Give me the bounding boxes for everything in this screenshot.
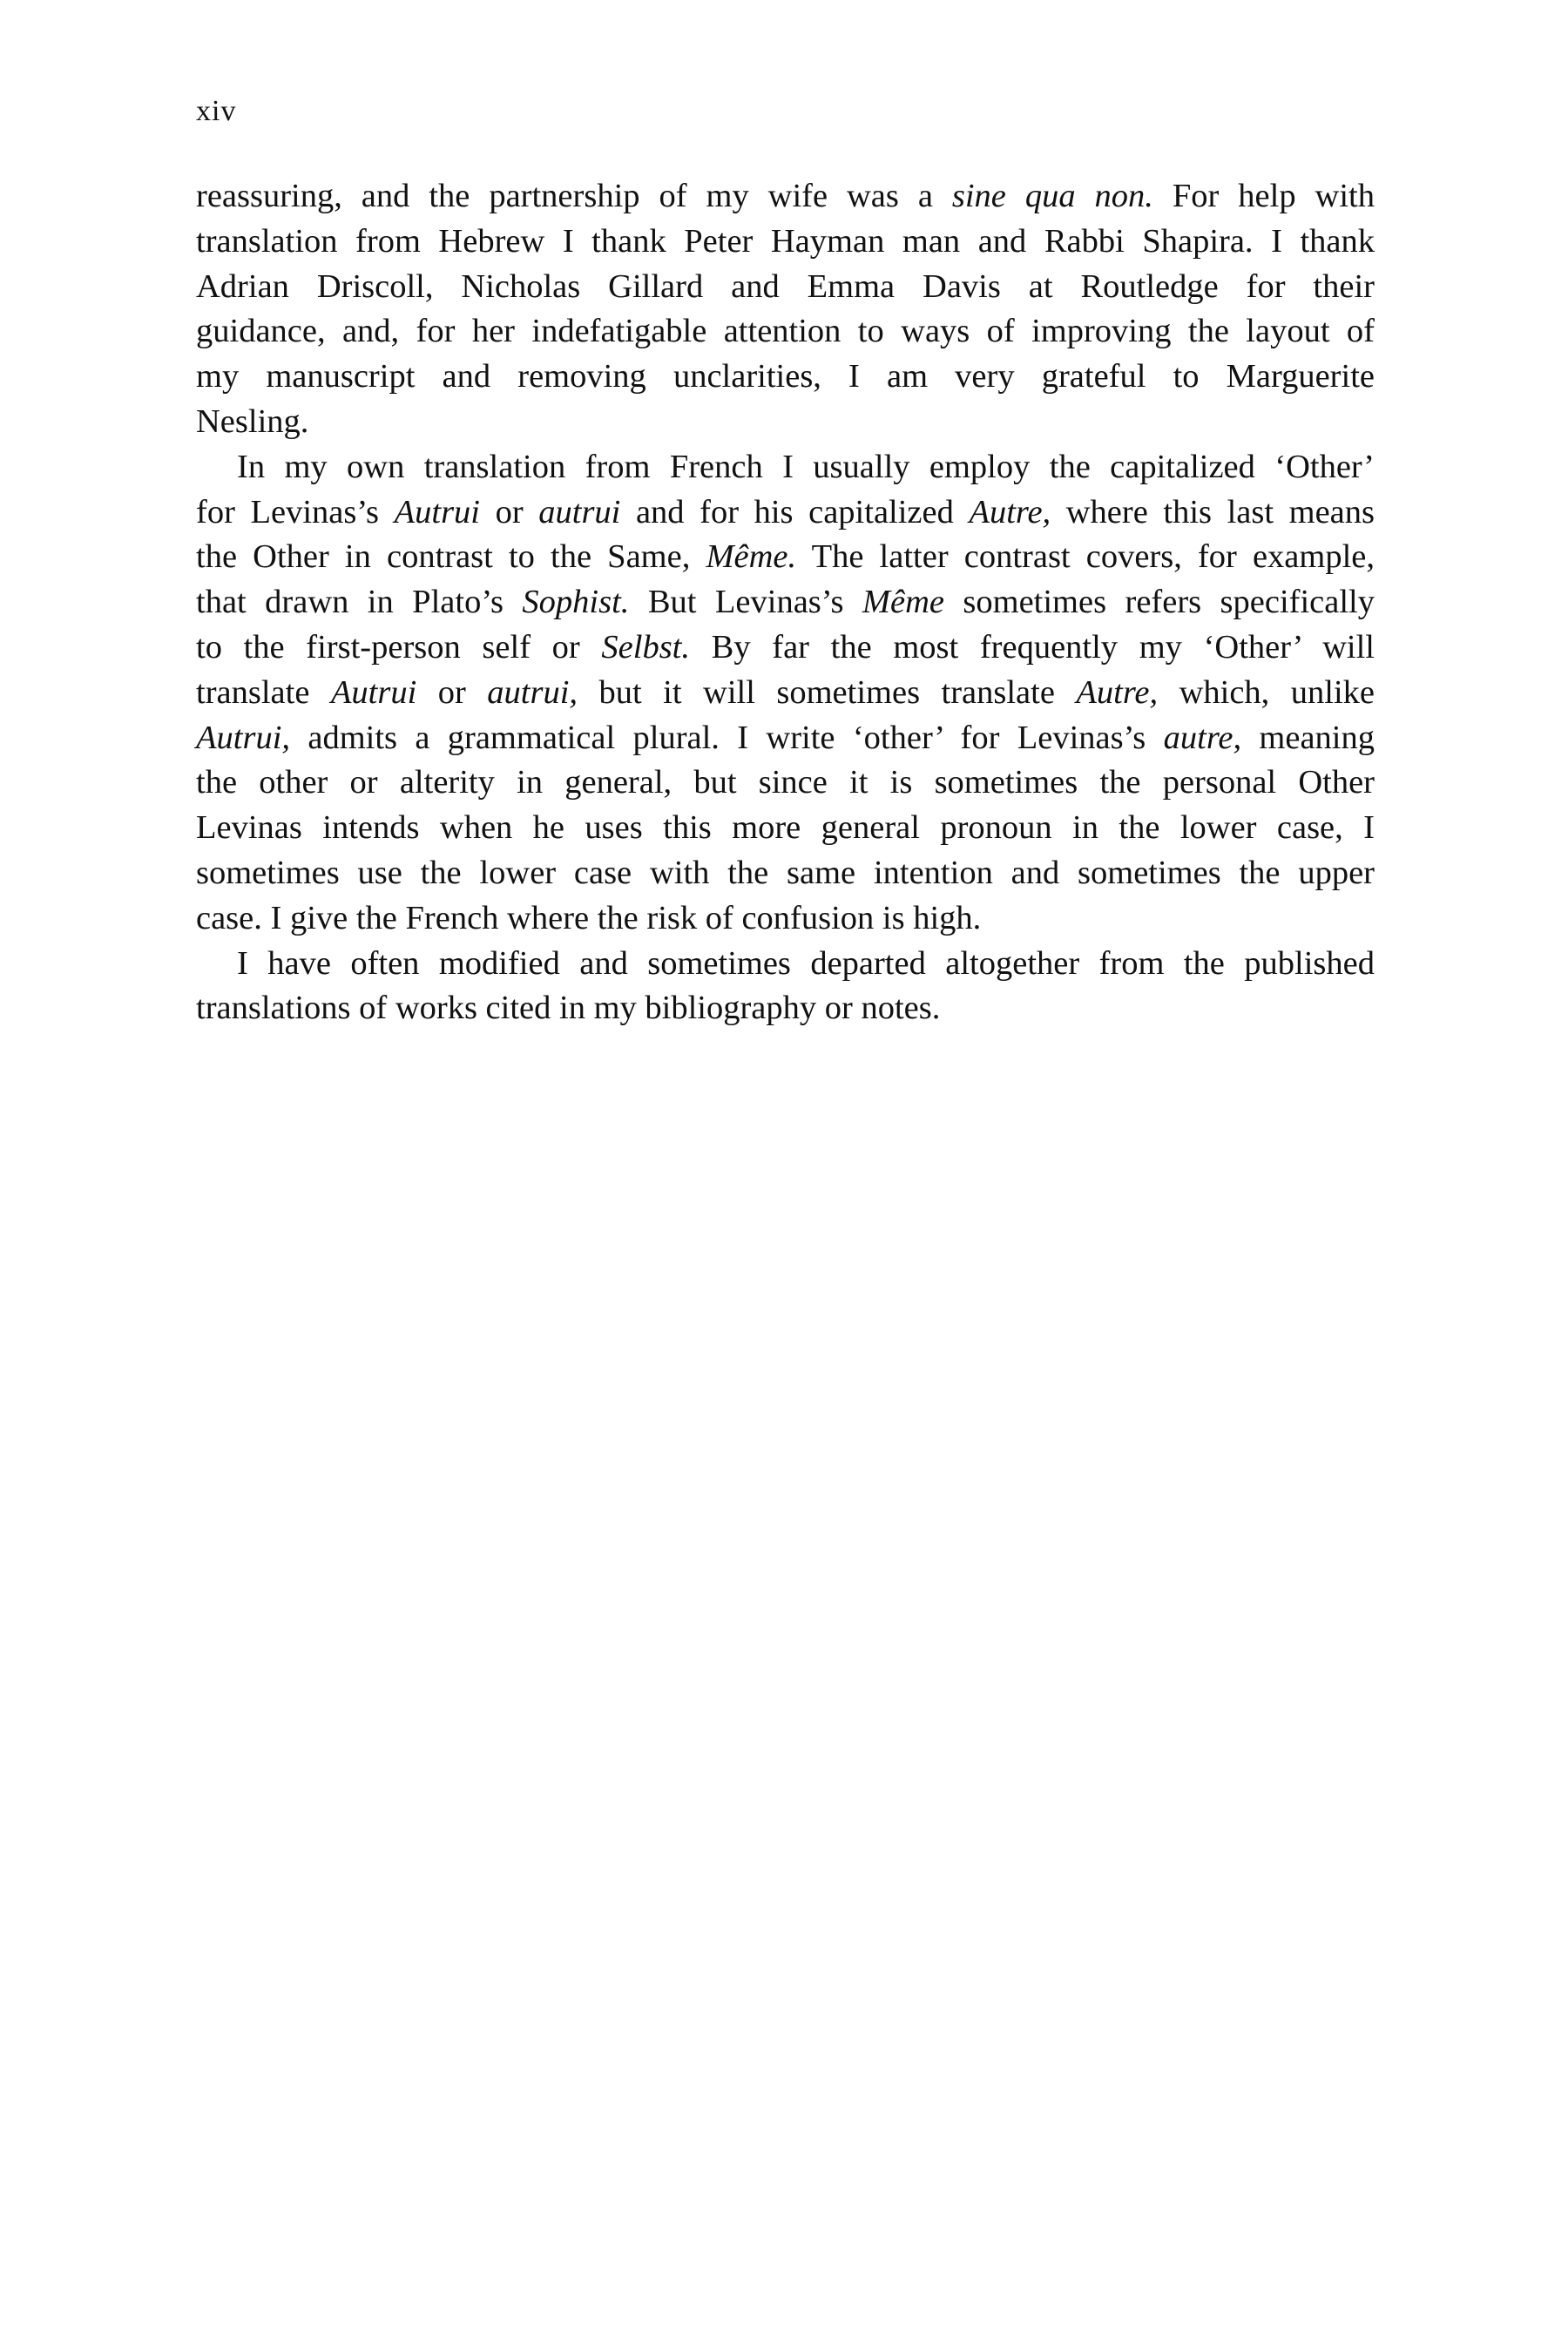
text-run: but it will sometimes translate (578, 673, 1077, 711)
text-line (196, 265, 1375, 310)
italic-term: autrui, (487, 673, 578, 711)
text-run: meaning (1241, 719, 1375, 756)
text-run: sometimes use the lower case with the same intention and sometimes the upper (196, 854, 1375, 891)
text-run: translations of works cited in my bibliography or notes. (196, 990, 941, 1027)
italic-term: Selbst. (601, 628, 690, 666)
text-run: For help with (1152, 178, 1375, 214)
text-line (196, 400, 1375, 445)
text-run: the other or alterity in general, but since it is sometimes the personal Other (196, 764, 1375, 801)
text-run: the Other in contrast to the Same, (196, 538, 706, 576)
text-run: In my own translation from French I usually employ the capitalized ‘Other’ (237, 448, 1375, 485)
text-run: translate (196, 673, 331, 711)
text-line (196, 851, 1375, 896)
page-number: xiv (196, 95, 237, 127)
paragraph (196, 445, 1375, 942)
text-run: guidance, and, for her indefatigable attention to ways of improving the layout of (196, 313, 1375, 350)
text-run: The latter contrast covers, for example, (796, 538, 1375, 576)
body-text (196, 174, 1375, 1031)
text-run: By far the most frequently my ‘Other’ will (690, 628, 1375, 666)
text-line (196, 220, 1375, 265)
text-run: But Levinas’s (629, 584, 862, 621)
italic-term: sine qua non. (951, 178, 1153, 214)
text-line (196, 174, 1375, 220)
text-run: or (416, 673, 488, 711)
text-run: case. I give the French where the risk of confusion is high. (196, 899, 982, 936)
text-line (196, 625, 1375, 671)
italic-term: Autre, (1076, 673, 1159, 711)
italic-term: autrui (538, 493, 621, 531)
text-run: that drawn in Plato’s (196, 584, 523, 621)
text-line (196, 309, 1375, 355)
italic-term: Sophist. (522, 584, 630, 621)
paragraph (196, 174, 1375, 445)
italic-term: Autrui (330, 673, 417, 711)
text-run: for Levinas’s (196, 493, 395, 531)
paragraph (196, 942, 1375, 1032)
text-line (196, 942, 1375, 987)
text-run: which, unlike (1158, 673, 1375, 711)
text-line (196, 671, 1375, 716)
text-run: or (480, 493, 539, 531)
italic-term: autre, (1163, 719, 1242, 756)
text-line (196, 896, 1375, 942)
text-run: Nesling. (196, 402, 309, 440)
text-run: to the first-person self or (196, 628, 602, 666)
text-run: Adrian Driscoll, Nicholas Gillard and Emma Davis at Routledge for their (196, 267, 1375, 305)
text-run: sometimes refers specifically (943, 584, 1375, 621)
text-run: where this last means (1051, 493, 1375, 531)
italic-term: Autrui (394, 493, 481, 531)
text-line (196, 806, 1375, 851)
text-run: I have often modified and sometimes departed altogether from the published (237, 944, 1375, 982)
italic-term: Même. (706, 538, 797, 576)
text-line (196, 445, 1375, 490)
text-run: translation from Hebrew I thank Peter Hayman man and Rabbi Shapira. I thank (196, 222, 1375, 260)
text-run: Levinas intends when he uses this more general pronoun in the lower case, I (196, 809, 1375, 847)
text-run: reassuring, and the partnership of my wife was a (196, 178, 952, 214)
italic-term: Même (862, 584, 944, 621)
italic-term: Autrui, (196, 719, 291, 756)
text-line (196, 760, 1375, 806)
text-run: and for his capitalized (620, 493, 970, 531)
text-line (196, 716, 1375, 761)
text-run: admits a grammatical plural. I write ‘other’ for Levinas’s (290, 719, 1164, 756)
text-line (196, 580, 1375, 625)
text-run: my manuscript and removing unclarities, I am very grateful to Marguerite (196, 358, 1375, 395)
text-line (196, 986, 1375, 1031)
text-line (196, 355, 1375, 400)
text-line (196, 535, 1375, 580)
text-line (196, 490, 1375, 536)
italic-term: Autre, (969, 493, 1051, 531)
